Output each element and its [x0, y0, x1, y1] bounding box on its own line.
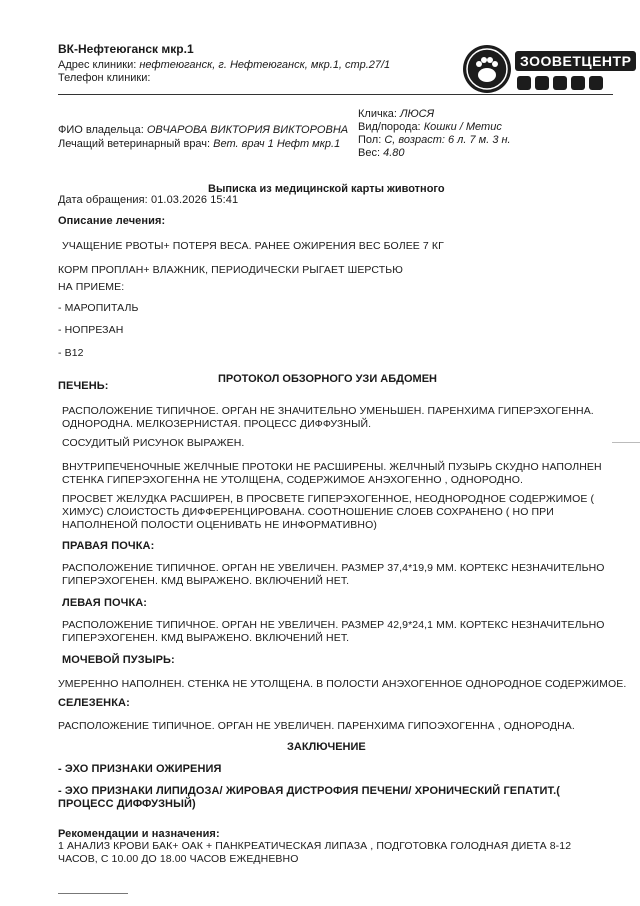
pet-breed-value: Кошки / Метис — [423, 121, 502, 133]
conclusion-item: ПРОЦЕСС ДИФФУЗНЫЙ) — [58, 798, 196, 810]
pet-sex-label: Пол: — [358, 134, 382, 146]
pet-sex-value: С, возраст: 6 л. 7 м. 3 н. — [384, 134, 511, 146]
spleen-heading: СЕЛЕЗЕНКА: — [58, 697, 130, 709]
document-title: Выписка из медицинской карты животного — [208, 183, 445, 195]
pet-breed-label: Вид/порода: — [358, 121, 421, 133]
protocol-title: ПРОТОКОЛ ОБЗОРНОГО УЗИ АБДОМЕН — [218, 373, 437, 385]
vet-pictogram-icon — [589, 76, 603, 90]
vet-pictogram-icon — [535, 76, 549, 90]
bladder-heading: МОЧЕВОЙ ПУЗЫРЬ: — [62, 654, 175, 666]
left-kidney-text: ГИПЕРЭХОГЕНЕН. КМД ВЫРАЖЕНО. ВКЛЮЧЕНИЙ НЕТ. — [62, 632, 350, 644]
treatment-line: - НОПРЕЗАН — [58, 324, 124, 336]
pet-breed-row — [358, 121, 502, 133]
visit-date: Дата обращения: 01.03.2026 15:41 — [58, 194, 239, 206]
liver-text: ХИМУС) СЛОИСТОСТЬ ДИФФЕРЕНЦИРОВАНА. СООТНОШЕНИЕ СЛОЕВ СОХРАНЕНО ( НО ПРИ — [62, 506, 554, 518]
recommend-text: ЧАСОВ, С 10.00 ДО 18.00 ЧАСОВ ЕЖЕДНЕВНО — [58, 853, 299, 865]
liver-text: ПРОСВЕТ ЖЕЛУДКА РАСШИРЕН, В ПРОСВЕТЕ ГИПЕРЭХОГЕННОЕ, НЕОДНОРОДНОЕ СОДЕРЖИМОЕ ( — [62, 493, 595, 505]
pet-weight-row — [358, 147, 405, 159]
vet-pictogram-icon — [517, 76, 531, 90]
vet-value: Вет. врач 1 Нефт мкр.1 — [213, 138, 341, 150]
pet-name-label: Кличка: — [358, 108, 397, 120]
left-kidney-heading: ЛЕВАЯ ПОЧКА: — [62, 597, 148, 609]
right-kidney-text: ГИПЕРЭХОГЕНЕН. КМД ВЫРАЖЕНО. ВКЛЮЧЕНИЙ НЕТ. — [62, 575, 350, 587]
liver-text: СОСУДИТЫЙ РИСУНОК ВЫРАЖЕН. — [62, 437, 245, 449]
vet-pictogram-icon — [553, 76, 567, 90]
bladder-text: УМЕРЕННО НАПОЛНЕН. СТЕНКА НЕ УТОЛЩЕНА. В ПОЛОСТИ АНЭХОГЕННОЕ ОДНОРОДНОЕ СОДЕРЖИМОЕ. — [58, 678, 627, 690]
liver-text: ОДНОРОДНА. МЕЛКОЗЕРНИСТАЯ. ПРОЦЕСС ДИФФУЗНЫЙ. — [62, 418, 372, 430]
paw-hand-emblem-icon — [463, 45, 511, 93]
address-value: нефтеюганск, г. Нефтеюганск, мкр.1, стр.27/1 — [139, 59, 391, 71]
pet-name-value: ЛЮСЯ — [400, 108, 435, 120]
liver-heading: ПЕЧЕНЬ: — [58, 380, 109, 392]
owner-label: ФИО владельца: — [58, 124, 144, 136]
clinic-logo — [463, 45, 632, 97]
pet-name-row — [358, 108, 434, 120]
phone-label: Телефон клиники: — [58, 72, 151, 84]
treatment-line: - МАРОПИТАЛЬ — [58, 302, 139, 314]
pet-weight-label: Вес: — [358, 147, 381, 159]
page-fold-mark — [612, 442, 640, 443]
left-kidney-text: РАСПОЛОЖЕНИЕ ТИПИЧНОЕ. ОРГАН НЕ УВЕЛИЧЕН. РАЗМЕР 42,9*24,1 ММ. КОРТЕКС НЕЗНАЧИТЕЛЬНО — [62, 619, 605, 631]
liver-text: РАСПОЛОЖЕНИЕ ТИПИЧНОЕ. ОРГАН НЕ ЗНАЧИТЕЛЬНО УМЕНЬШЕН. ПАРЕНХИМА ГИПЕРЭХОГЕННА. — [62, 405, 594, 417]
signature-line — [58, 893, 128, 894]
recommend-heading: Рекомендации и назначения: — [58, 828, 220, 840]
conclusion-title: ЗАКЛЮЧЕНИЕ — [287, 741, 366, 753]
owner-row — [58, 124, 348, 136]
liver-text: СТЕНКА ГИПЕРЭХОГЕННА НЕ УТОЛЩЕНА, СОДЕРЖИМОЕ АНЭХОГЕННО , ОДНОРОДНО. — [62, 474, 523, 486]
clinic-name: ВК-Нефтеюганск мкр.1 — [58, 42, 194, 56]
liver-text: НАПОЛНЕНОЙ ПОЛОСТИ ОЦЕНИВАТЬ НЕ ИНФОРМАТИВНО) — [62, 519, 377, 531]
conclusion-item: - ЭХО ПРИЗНАКИ ОЖИРЕНИЯ — [58, 763, 222, 775]
clinic-address — [58, 59, 390, 71]
right-kidney-text: РАСПОЛОЖЕНИЕ ТИПИЧНОЕ. ОРГАН НЕ УВЕЛИЧЕН. РАЗМЕР 37,4*19,9 ММ. КОРТЕКС НЕЗНАЧИТЕЛЬНО — [62, 562, 605, 574]
treatment-line: УЧАЩЕНИЕ РВОТЫ+ ПОТЕРЯ ВЕСА. РАНЕЕ ОЖИРЕНИЯ ВЕС БОЛЕЕ 7 КГ — [62, 240, 444, 252]
address-label: Адрес клиники: — [58, 59, 137, 71]
vet-label: Лечащий ветеринарный врач: — [58, 138, 211, 150]
recommend-text: 1 АНАЛИЗ КРОВИ БАК+ ОАК + ПАНКРЕАТИЧЕСКАЯ ЛИПАЗА , ПОДГОТОВКА ГОЛОДНАЯ ДИЕТА 8-12 — [58, 840, 572, 852]
vet-row — [58, 138, 340, 150]
liver-text: ВНУТРИПЕЧЕНОЧНЫЕ ЖЕЛЧНЫЕ ПРОТОКИ НЕ РАСШИРЕНЫ. ЖЕЛЧНЫЙ ПУЗЫРЬ СКУДНО НАПОЛНЕН — [62, 461, 602, 473]
spleen-text: РАСПОЛОЖЕНИЕ ТИПИЧНОЕ. ОРГАН НЕ УВЕЛИЧЕН. ПАРЕНХИМА ГИПОЭХОГЕННА , ОДНОРОДНА. — [58, 720, 575, 732]
treatment-line: КОРМ ПРОПЛАН+ ВЛАЖНИК, ПЕРИОДИЧЕСКИ РЫГАЕТ ШЕРСТЬЮ — [58, 264, 403, 276]
treatment-line: НА ПРИЕМЕ: — [58, 281, 125, 293]
vet-pictogram-icon — [571, 76, 585, 90]
pet-sex-row — [358, 134, 511, 146]
logo-wordmark: ЗООВЕТЦЕНТР — [515, 51, 636, 71]
right-kidney-heading: ПРАВАЯ ПОЧКА: — [62, 540, 155, 552]
owner-value: ОВЧАРОВА ВИКТОРИЯ ВИКТОРОВНА — [146, 124, 349, 136]
treatment-line: - В12 — [58, 347, 84, 359]
clinic-phone — [58, 72, 150, 84]
treatment-heading: Описание лечения: — [58, 215, 166, 227]
conclusion-item: - ЭХО ПРИЗНАКИ ЛИПИДОЗА/ ЖИРОВАЯ ДИСТРОФИЯ ПЕЧЕНИ/ ХРОНИЧЕСКИЙ ГЕПАТИТ.( — [58, 785, 561, 797]
pet-weight-value: 4.80 — [383, 147, 405, 159]
